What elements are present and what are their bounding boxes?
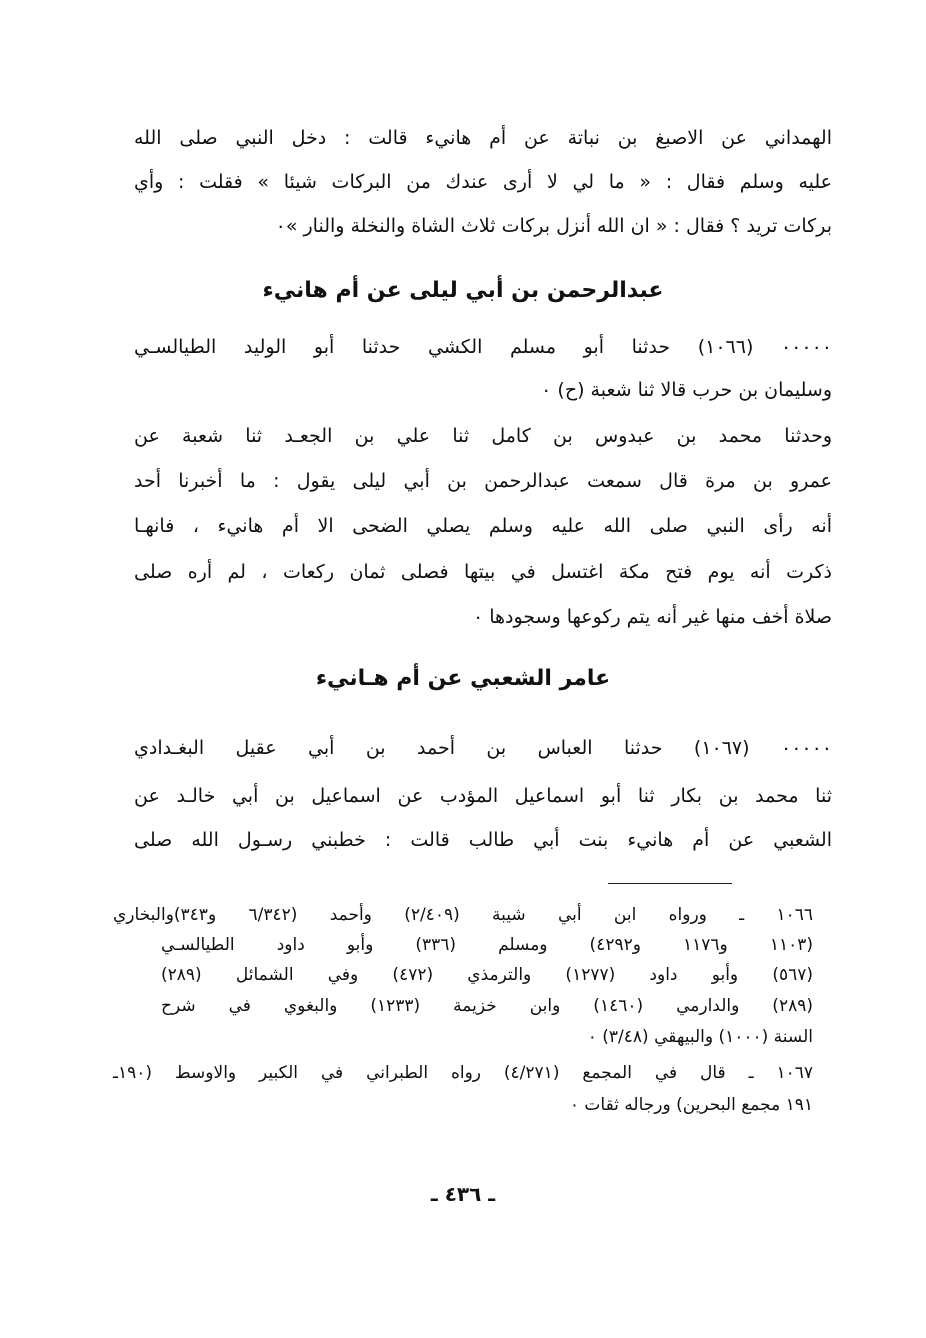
hadith-1067-line-3: الشعبي عن أم هانيء بنت أبي طالب قالت : خطبني رسـول الله صلى xyxy=(134,829,832,851)
footnote-1066-line-5: السنة (١٠٠٠) والبيهقي (٣/٤٨) ٠ xyxy=(587,1027,813,1047)
hadith-1066-line-4: عمرو بن مرة قال سمعت عبدالرحمن بن أبي ليلى يقول : ما أخبرنا أحد xyxy=(134,470,832,492)
page-number: ـ ٤٣٦ ـ xyxy=(430,1182,496,1206)
hadith-1066-line-7: صلاة أخف منها غير أنه يتم ركوعها وسجودها ٠ xyxy=(472,606,832,628)
footnote-1066-line-1: ١٠٦٦ ـ ورواه ابن أبي شيبة (٢/٤٠٩) وأحمد (٦/٣٤٢ و٣٤٣)والبخاري xyxy=(113,905,813,925)
hadith-1066-line-5: أنه رأى النبي صلى الله عليه وسلم يصلي الضحى الا أم هانيء ، فانهـا xyxy=(134,515,832,537)
footnote-1066-line-4: (٢٨٩) والدارمي (١٤٦٠) وابن خزيمة (١٢٣٣) والبغوي في شرح xyxy=(161,996,813,1016)
hadith-1066-line-3: وحدثنا محمد بن عبدوس بن كامل ثنا علي بن الجعـد ثنا شعبة عن xyxy=(134,425,832,447)
hadith-1067-line-2: ثنا محمد بن بكار ثنا أبو اسماعيل المؤدب عن اسماعيل بن أبي خالـد عن xyxy=(134,785,832,807)
footnote-1067-line-2: ١٩١ مجمع البحرين) ورجاله ثقات ٠ xyxy=(569,1095,813,1115)
intro-line-3: بركات تريد ؟ فقال : « ان الله أنزل بركات ثلاث الشاة والنخلة والنار »٠ xyxy=(275,215,832,237)
intro-line-1: الهمداني عن الاصبغ بن نباتة عن أم هانيء قالت : دخل النبي صلى الله xyxy=(134,127,832,149)
footnote-1067-line-1: ١٠٦٧ ـ قال في المجمع (٤/٢٧١) رواه الطبراني في الكبير والاوسط (١٩٠ـ xyxy=(113,1063,813,1083)
footnote-1066-line-2: (١١٠٣ و١١٧٦ و٤٢٩٢) ومسلم (٣٣٦) وأبو داود الطيالسـي xyxy=(161,935,813,955)
hadith-1066-line-2: وسليمان بن حرب قالا ثنا شعبة (ح) ٠ xyxy=(541,379,832,401)
footnote-1066-line-3: (٥٦٧) وأبو داود (١٢٧٧) والترمذي (٤٧٢) وفي الشمائل (٢٨٩) xyxy=(161,965,814,985)
footnote-separator xyxy=(608,883,732,884)
section-heading-amir-shabi: عامر الشعبي عن أم هـانيء xyxy=(315,666,611,691)
hadith-1066-line-6: ذكرت أنه يوم فتح مكة اغتسل في بيتها فصلى ثمان ركعات ، لم أره صلى xyxy=(134,561,832,583)
hadith-1066-line-1: ٠٠٠٠٠ (١٠٦٦) حدثنا أبو مسلم الكشي حدثنا أبو الوليد الطيالسـي xyxy=(134,336,832,358)
intro-line-2: عليه وسلم فقال : « ما لي لا أرى عندك من البركات شيئا » فقلت : وأي xyxy=(134,171,832,193)
section-heading-abdulrahman: عبدالرحمن بن أبي ليلى عن أم هانيء xyxy=(262,278,664,303)
hadith-1067-line-1: ٠٠٠٠٠ (١٠٦٧) حدثنا العباس بن أحمد بن أبي عقيل البغـدادي xyxy=(134,737,833,759)
